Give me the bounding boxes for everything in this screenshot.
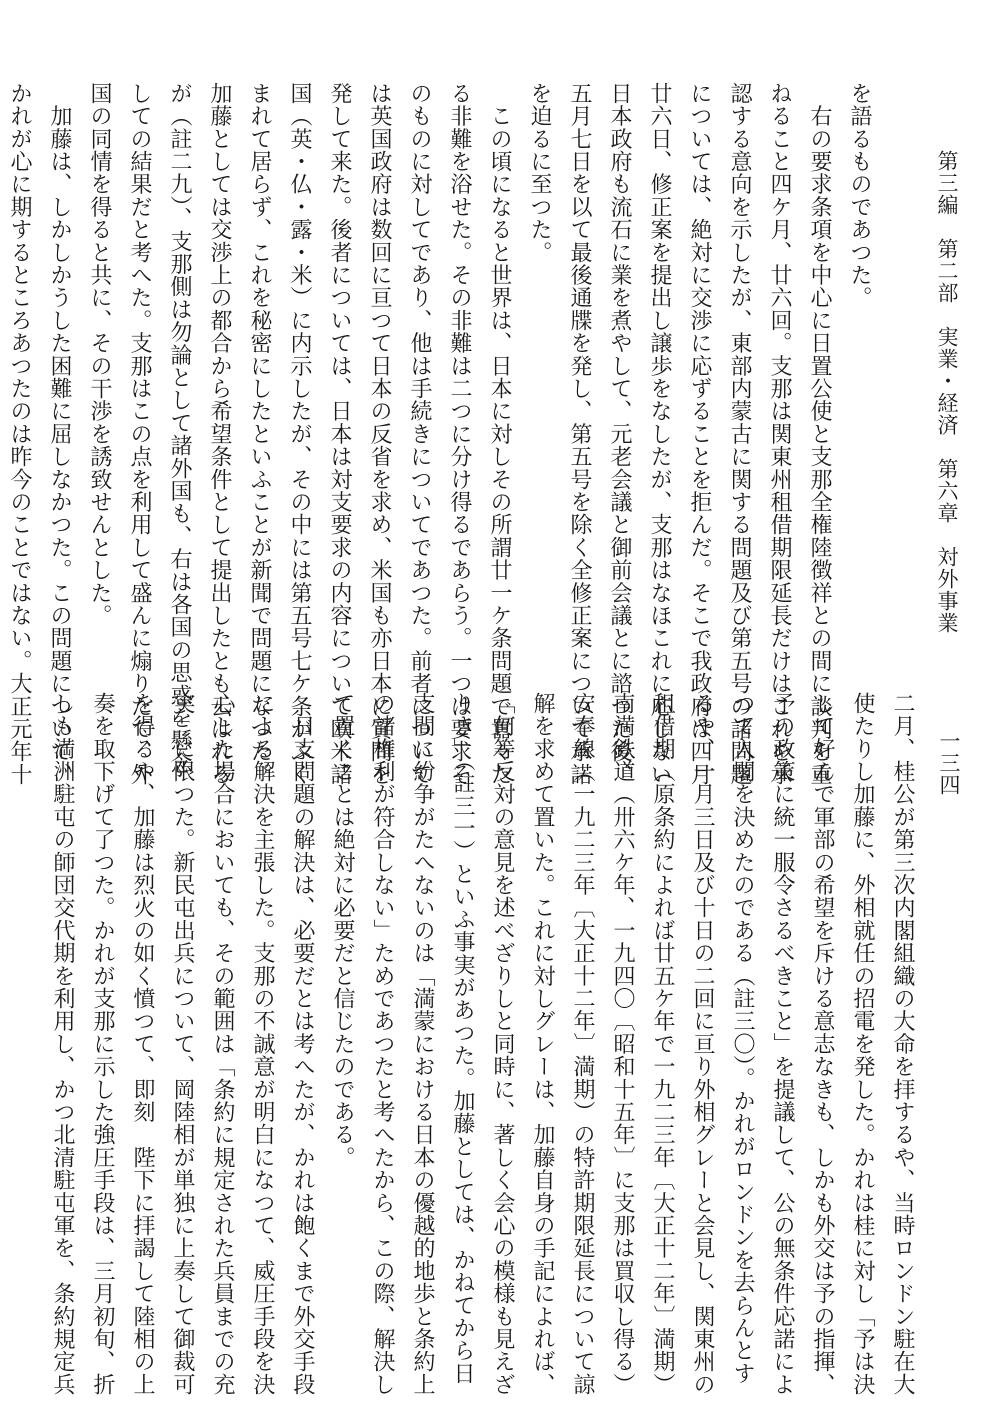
text-column: を語るものであつた。 xyxy=(847,82,872,309)
text-column: 加藤は、しかしかうした困難に屈しなかつた。この問題について、 xyxy=(47,82,72,786)
text-column: 心した場合においても、その範囲は「条約に規定された兵員までの充 xyxy=(210,692,235,1396)
text-column: るや、一月三日及び十日の二回に亘り外相グレーと会見し、関東州の xyxy=(690,692,715,1396)
text-column: のものに対してであり、他は手続きについてであつた。前者について xyxy=(407,82,432,786)
text-column: しも満洲駐屯の師団交代期を利用し、かつ北清駐屯軍を、条約規定兵 xyxy=(50,692,75,1396)
text-column: 右の要求条項を中心に日置公使と支那全権陸徴祥との間に談判を重 xyxy=(807,82,832,786)
text-column: 認する意向を示したが、東部内蒙古に関する問題及び第五号の諸問題 xyxy=(727,82,752,786)
text-column: 廿六日、修正案を提出し譲歩をなしたが、支那はなほこれに応じない xyxy=(647,82,672,786)
text-column: 南満鉄道（卅六ケ年、一九四〇〔昭和十五年〕に支那は買収し得る） xyxy=(610,692,635,1396)
text-column: の諸権利が符合しない」ためであつたと考へたから、この際、解決し xyxy=(370,692,395,1396)
text-column: る非難を浴せた。その非難は二つに分け得るであらう。一つは要求そ xyxy=(447,82,472,786)
text-column: 国（英・仏・露・米）に内示したが、その中には第五号七ケ条がふく xyxy=(287,82,312,786)
text-column: 「何等反対の意見を述べざりしと同時に、著しく会心の模様も見えざ xyxy=(490,692,515,1396)
text-column: 発して来た。後者については、日本は対支要求の内容について欧米諸 xyxy=(327,82,352,786)
lower-text-block xyxy=(50,692,915,1396)
text-column: 日支問題の解決は、必要だとは考へたが、かれは飽くまで外交手段 xyxy=(290,692,315,1396)
text-column: ねること四ケ月、廿六回。支那は関東州租借期限延長だけはこれを承 xyxy=(767,82,792,786)
text-column: による解決を主張した。支那の不誠意が明白になつて、威圧手段を決 xyxy=(250,692,275,1396)
text-column: 支間に紛争がたへないのは「満蒙における日本の優越的地歩と条約上 xyxy=(410,692,435,1396)
text-column: かれが心に期するところあつたのは昨今のことではない。大正元年十 xyxy=(7,82,32,786)
text-column: まれて居らず、これを秘密にしたといふことが新聞で問題になつた。 xyxy=(247,82,272,786)
text-column: りき」（註三一）といふ事実があつた。加藤としては、かねてから日 xyxy=(450,692,475,1385)
text-column: 奏を取下げて了つた。かれが支那に示した強圧手段は、三月初旬、折 xyxy=(90,692,115,1396)
text-column: 実」に限つた。新民屯出兵について、岡陸相が単独に上奏して御裁可 xyxy=(170,692,195,1396)
text-column: この頃になると世界は、日本に対しその所謂廿一ケ条問題で囂々た xyxy=(487,82,512,786)
text-column: 安奉線（一九二三年〔大正十二年〕満期）の特許期限延長について諒 xyxy=(570,692,595,1396)
running-title: 第三編 第二部 実業・経済 第六章 対外事業 xyxy=(935,150,959,634)
text-column: 五月七日を以て最後通牒を発し、第五号を除く全修正案について承諾 xyxy=(567,82,592,786)
text-column: 租借期（原条約によれば廿五ケ年で一九二三年〔大正十二年〕満期） xyxy=(650,692,675,1396)
text-column: 国の同情を得ると共に、その干渉を誘致せんとした。 xyxy=(87,82,112,627)
text-column: を得るや、加藤は烈火の如く憤つて、即刻 陛下に拝謁して陸相の上 xyxy=(130,692,155,1396)
text-column: 使たりし加藤に、外相就任の招電を発した。かれは桂に対し「予は決 xyxy=(850,692,875,1396)
text-column: 加藤としては交渉上の都合から希望条件として提出したとも云はれる xyxy=(207,82,232,786)
upper-text-block xyxy=(7,82,872,786)
text-column: して好んで軍部の希望を斥ける意志なきも、しかも外交は予の指揮、 xyxy=(810,692,835,1396)
text-column: については、絶対に交渉に応ずることを拒んだ。そこで我政府は四月 xyxy=(687,82,712,786)
text-column: 解を求めて置いた。これに対しグレーは、加藤自身の手記によれば、 xyxy=(530,692,555,1396)
text-column: つて入閣を決めたのである（註三〇）。かれがロンドンを去らんとす xyxy=(730,692,755,1385)
text-column: は英国政府は数回に亘つて日本の反省を求め、米国も亦日本に質問を xyxy=(367,82,392,786)
text-column: 予の政策に統一服令さるべきこと」を提議して、公の無条件応諾によ xyxy=(770,692,795,1396)
text-column: を迫るに至つた。 xyxy=(527,82,552,264)
text-column: 日本政府も流石に業を煮やして、元老会議と御前会議とに諮つた後、 xyxy=(607,82,632,786)
text-column: が（註二九）、支那側は勿論として諸外国も、右は各国の思惑を懸念 xyxy=(167,82,192,775)
text-column: て置くことは絶対に必要だと信じたのである。 xyxy=(330,692,355,1169)
text-column: しての結果だと考へた。支那はこの点を利用して盛んに煽りたて、外 xyxy=(127,82,152,786)
text-column: 二月、桂公が第三次内閣組織の大命を拝するや、当時ロンドン駐在大 xyxy=(890,692,915,1396)
page-number: 一三四 xyxy=(937,730,961,796)
